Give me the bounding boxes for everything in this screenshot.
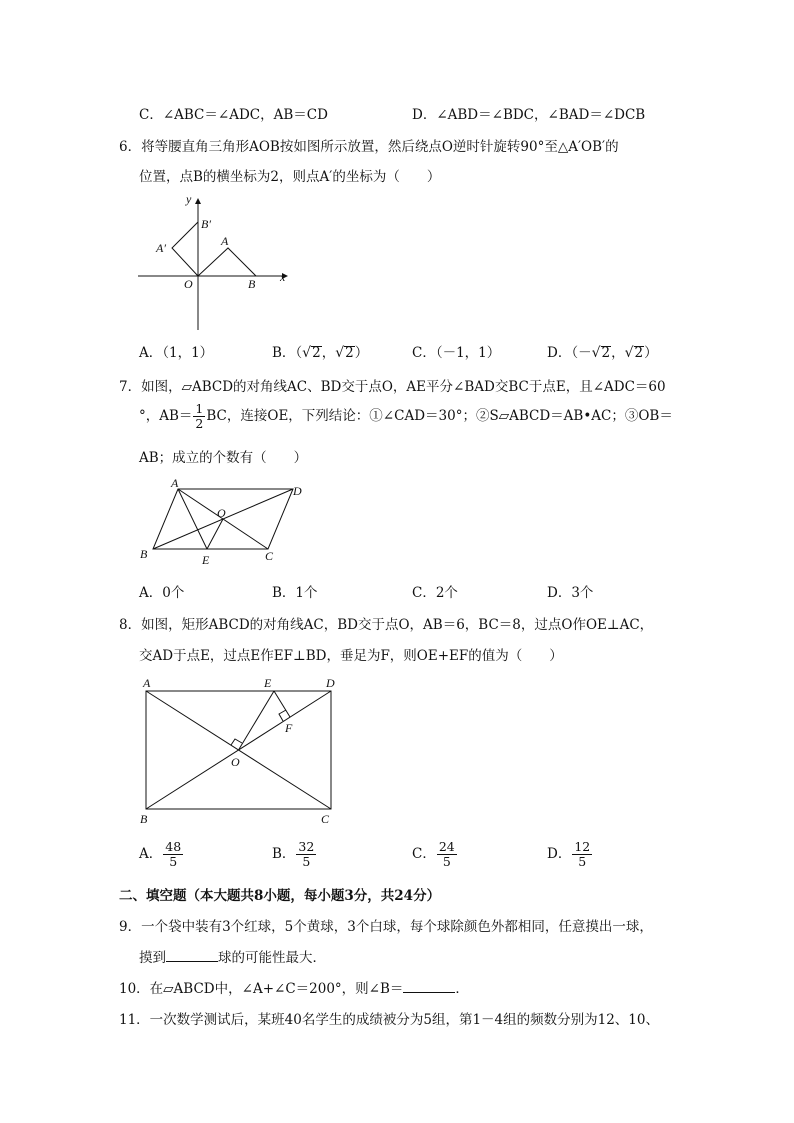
q7-label-a: A — [171, 476, 179, 490]
q8-option-a: A． $\frac{48}{5}$ — [139, 839, 182, 869]
q8-label-f: F — [285, 721, 293, 735]
q8-right-angle-o — [231, 739, 242, 745]
q7-label-b: B — [140, 547, 148, 561]
q7-stem-line3: AB；成立的个数有（ ） — [139, 450, 308, 466]
q9-answer-blank[interactable] — [166, 949, 218, 962]
q8-stem-line1: 8．如图，矩形ABCD的对角线AC，BD交于点O，AB＝6，BC＝8，过点O作OE⊥AC， — [119, 617, 654, 633]
q6-stem-line2: 位置，点B的横坐标为2，则点A′的坐标为（ ） — [139, 169, 441, 185]
q6-option-c: C．（－1，1） — [412, 345, 501, 361]
q8-figure — [135, 672, 350, 832]
q8-segment-oe — [239, 691, 275, 750]
q9-stem-line1: 9．一个袋中装有3个红球，5个黄球，3个白球，每个球除颜色外都相同，任意摸出一球， — [119, 919, 653, 935]
q7-option-d: D．3个 — [547, 585, 594, 601]
q8-stem-line2: 交AD于点E，过点E作EF⊥BD，垂足为F，则OE+EF的值为（ ） — [139, 648, 563, 664]
q7-option-a: A．0个 — [139, 585, 185, 601]
q10-answer-blank[interactable] — [403, 980, 455, 993]
q8-label-c: C — [321, 812, 330, 826]
q7-stem-line2: °，AB＝ $\frac{1}{2}$ BC，连接OE，下列结论：①∠CAD＝30°；②S▱ABCD＝AB•AC；③OB＝ — [139, 401, 673, 431]
q7-segment-ae — [178, 489, 207, 549]
q8-label-e: E — [264, 676, 272, 690]
q7-label-c: C — [265, 549, 274, 563]
q6-label-aprime: A′ — [156, 241, 166, 255]
q7-stem-line1: 7．如图，▱ABCD的对角线AC、BD交于点O，AE平分∠BAD交BC于点E，且∠ADC＝60 — [119, 379, 666, 395]
q6-label-x: x — [280, 270, 286, 284]
q6-label-y: y — [186, 192, 192, 206]
section-fill-in-title: 二、填空题（本大题共8小题，每小题3分，共24分） — [119, 888, 441, 904]
q6-triangle-aob — [198, 248, 256, 276]
q8-option-d: D． $\frac{12}{5}$ — [547, 839, 591, 869]
q7-label-e: E — [202, 553, 210, 567]
q8-label-a: A — [143, 676, 151, 690]
q6-label-b: B — [248, 277, 256, 291]
q6-option-a: A．（1，1） — [139, 345, 214, 361]
q6-label-o: O — [184, 277, 193, 291]
q8-label-d: D — [326, 676, 335, 690]
q5-option-c: C．∠ABC＝∠ADC，AB＝CD — [139, 107, 328, 123]
q8-right-angle-f — [279, 710, 286, 721]
q6-figure — [130, 190, 300, 335]
q6-y-arrow — [195, 198, 201, 204]
q8-label-b: B — [140, 812, 148, 826]
q6-stem-line1: 6．将等腰直角三角形AOB按如图所示放置，然后绕点O逆时针旋转90°至△A′OB′的 — [119, 139, 619, 155]
q7-option-c: C．2个 — [412, 585, 458, 601]
q8-segment-ef — [274, 691, 290, 717]
q7-option-b: B．1个 — [272, 585, 318, 601]
q11-stem-line1: 11．一次数学测试后，某班40名学生的成绩被分为5组，第1－4组的频数分别为12、10、 — [119, 1012, 659, 1028]
q9-stem-line2: 摸到 球的可能性最大． — [139, 950, 326, 966]
q8-option-c: C． $\frac{24}{5}$ — [412, 839, 455, 869]
q6-triangle-aprime — [172, 222, 198, 276]
q8-label-o: O — [231, 755, 240, 769]
q6-option-d: D．（－√2，√2） — [547, 345, 658, 361]
q6-label-a: A — [221, 234, 229, 248]
q10-stem: 10．在▱ABCD中，∠A+∠C＝200°，则∠B＝ ． — [119, 981, 469, 997]
q7-figure — [135, 475, 315, 570]
q7-label-d: D — [293, 484, 302, 498]
q8-option-b: B． $\frac{32}{5}$ — [272, 839, 315, 869]
q7-segment-oe — [207, 519, 223, 549]
q7-label-o: O — [217, 506, 226, 520]
q5-option-d: D．∠ABD＝∠BDC，∠BAD＝∠DCB — [412, 107, 646, 123]
q6-label-bprime: B′ — [201, 217, 211, 231]
q6-option-b: B．（√2，√2） — [272, 345, 369, 361]
